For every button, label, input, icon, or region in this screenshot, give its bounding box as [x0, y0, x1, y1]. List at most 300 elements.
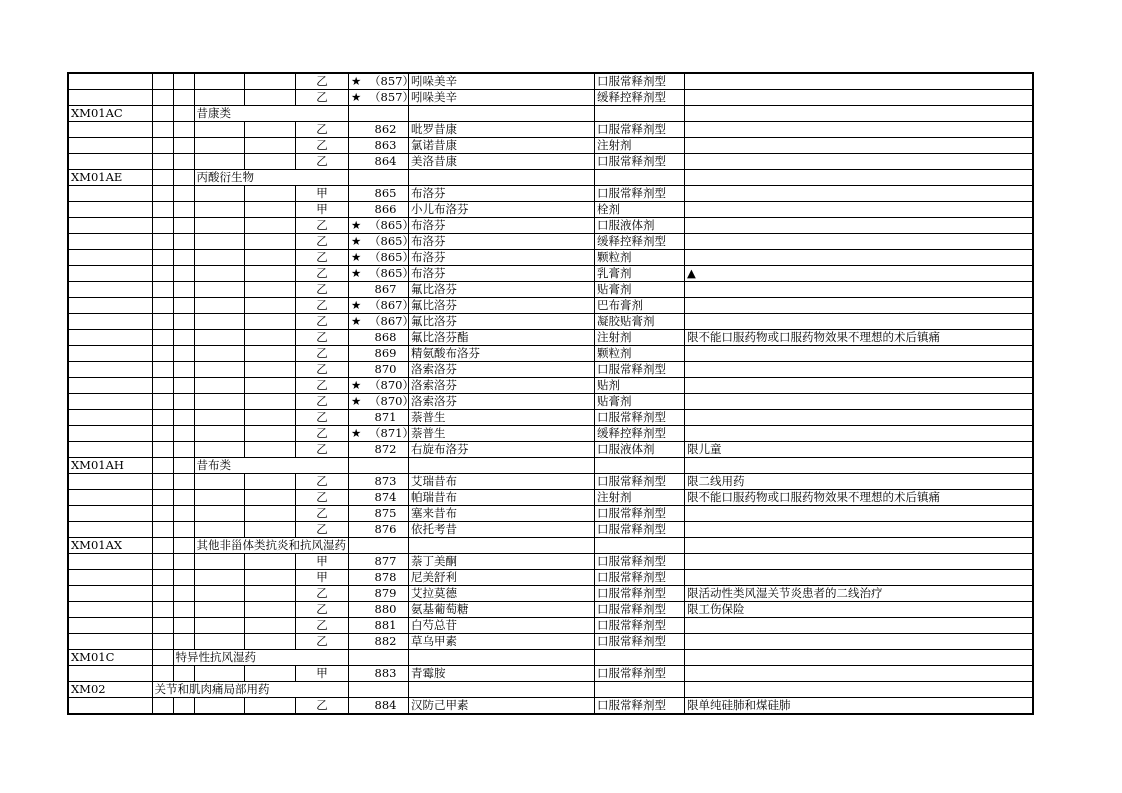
- blank-cell: [152, 474, 173, 490]
- table-row: [68, 138, 1033, 154]
- drug-name-cell: 青霉胺: [409, 666, 595, 682]
- dosage-form-cell: 口服常释剂型: [595, 554, 685, 570]
- drug-number: 867: [374, 282, 397, 296]
- blank-cell: [173, 346, 194, 362]
- blank-cell: [194, 490, 245, 506]
- blank-cell: [245, 362, 296, 378]
- blank-cell: [152, 298, 173, 314]
- blank-cell: [194, 234, 245, 250]
- table-row: [68, 73, 1033, 90]
- blank-cell: [194, 250, 245, 266]
- code-cell: [68, 346, 152, 362]
- remark-cell: 限儿童: [685, 442, 1033, 458]
- blank-cell: [173, 202, 194, 218]
- category-cell: 乙: [295, 282, 348, 298]
- dosage-form-cell: 口服常释剂型: [595, 634, 685, 650]
- drug-number: （865）: [369, 234, 414, 248]
- blank-cell: [194, 346, 245, 362]
- blank-cell: [194, 602, 245, 618]
- blank-cell: [173, 538, 194, 554]
- dosage-form-cell: 口服常释剂型: [595, 698, 685, 715]
- drug-name-cell: 布洛芬: [409, 186, 595, 202]
- table-row: [68, 202, 1033, 218]
- group-label: 关节和肌肉痛局部用药: [152, 682, 349, 698]
- dosage-form-cell: 口服常释剂型: [595, 506, 685, 522]
- blank-cell: [245, 138, 296, 154]
- category-cell: 甲: [295, 186, 348, 202]
- blank-cell: [173, 298, 194, 314]
- blank-cell: [173, 250, 194, 266]
- blank-cell: [245, 698, 296, 715]
- drug-name-cell: 洛索洛芬: [409, 378, 595, 394]
- blank-cell: [173, 570, 194, 586]
- star-icon: ★: [351, 266, 362, 280]
- blank-cell: [194, 282, 245, 298]
- table-row: [68, 122, 1033, 138]
- blank-cell: [173, 410, 194, 426]
- blank-cell: [173, 554, 194, 570]
- blank-cell: [194, 554, 245, 570]
- remark-cell: [685, 362, 1033, 378]
- category-cell: 甲: [295, 666, 348, 682]
- table-row: [68, 186, 1033, 202]
- blank-cell: [152, 442, 173, 458]
- table-row: [68, 282, 1033, 298]
- blank-cell: [173, 506, 194, 522]
- dosage-form-cell: [595, 650, 685, 666]
- dosage-form-cell: 贴膏剂: [595, 282, 685, 298]
- dosage-form-cell: [595, 170, 685, 186]
- table-row: [68, 506, 1033, 522]
- category-cell: 乙: [295, 490, 348, 506]
- table-row: [68, 250, 1033, 266]
- number-cell: [349, 634, 409, 650]
- blank-cell: [152, 346, 173, 362]
- remark-cell: 限不能口服药物或口服药物效果不理想的术后镇痛: [685, 330, 1033, 346]
- star-icon: ★: [351, 426, 362, 440]
- drug-number: （865）: [369, 250, 414, 264]
- drug-name-cell: 布洛芬: [409, 266, 595, 282]
- remark-cell: [685, 522, 1033, 538]
- category-cell: 乙: [295, 394, 348, 410]
- drug-name-cell: [409, 458, 595, 474]
- number-cell: [349, 282, 409, 298]
- category-cell: 乙: [295, 634, 348, 650]
- remark-cell: [685, 202, 1033, 218]
- blank-cell: [194, 266, 245, 282]
- dosage-form-cell: 乳膏剂: [595, 266, 685, 282]
- table-row: [68, 314, 1033, 330]
- blank-cell: [245, 506, 296, 522]
- blank-cell: [194, 314, 245, 330]
- number-cell: [349, 250, 414, 266]
- category-cell: 甲: [295, 554, 348, 570]
- drug-number: 884: [374, 698, 397, 712]
- remark-cell: [685, 394, 1033, 410]
- blank-cell: [173, 314, 194, 330]
- blank-cell: [152, 410, 173, 426]
- code-cell: [68, 186, 152, 202]
- blank-cell: [194, 426, 245, 442]
- blank-cell: [245, 634, 296, 650]
- drug-name-cell: 艾瑞昔布: [409, 474, 595, 490]
- drug-name-cell: [409, 106, 595, 122]
- dosage-form-cell: 口服常释剂型: [595, 586, 685, 602]
- table-row: [68, 234, 1033, 250]
- remark-cell: [685, 458, 1033, 474]
- remark-cell: [685, 570, 1033, 586]
- drug-name-cell: 草乌甲素: [409, 634, 595, 650]
- drug-name-cell: 布洛芬: [409, 218, 595, 234]
- number-cell: [349, 266, 414, 282]
- dosage-form-cell: 贴膏剂: [595, 394, 685, 410]
- blank-cell: [245, 298, 296, 314]
- code-cell: [68, 602, 152, 618]
- dosage-form-cell: 口服常释剂型: [595, 602, 685, 618]
- blank-cell: [152, 73, 173, 90]
- code-cell: [68, 266, 152, 282]
- drug-name-cell: 右旋布洛芬: [409, 442, 595, 458]
- blank-cell: [194, 394, 245, 410]
- drug-number: （857）: [369, 90, 414, 104]
- star-icon: ★: [351, 234, 362, 248]
- code-cell: [68, 218, 152, 234]
- number-cell: [349, 234, 414, 250]
- drug-name-cell: 氟比洛芬: [409, 282, 595, 298]
- blank-cell: [173, 458, 194, 474]
- remark-cell: [685, 90, 1033, 106]
- remark-cell: 限工伤保险: [685, 602, 1033, 618]
- code-cell: [68, 154, 152, 170]
- blank-cell: [173, 186, 194, 202]
- number-cell: [349, 474, 409, 490]
- code-cell: [68, 410, 152, 426]
- blank-cell: [194, 634, 245, 650]
- number-cell: [349, 490, 409, 506]
- code-cell: [68, 426, 152, 442]
- remark-cell: [685, 122, 1033, 138]
- category-cell: 乙: [295, 378, 348, 394]
- blank-cell: [194, 186, 245, 202]
- blank-cell: [152, 394, 173, 410]
- drug-name-cell: 氨基葡萄糖: [409, 602, 595, 618]
- code-cell: XM01AE: [68, 170, 152, 186]
- blank-cell: [245, 250, 296, 266]
- code-cell: [68, 490, 152, 506]
- star-icon: ★: [351, 298, 362, 312]
- category-cell: 乙: [295, 602, 348, 618]
- drug-name-cell: 洛索洛芬: [409, 394, 595, 410]
- drug-name-cell: 艾拉莫德: [409, 586, 595, 602]
- category-cell: 乙: [295, 298, 348, 314]
- category-cell: 乙: [295, 234, 348, 250]
- drug-number: 862: [374, 122, 397, 136]
- drug-number: 874: [374, 490, 397, 504]
- blank-cell: [245, 586, 296, 602]
- drug-name-cell: 氟比洛芬: [409, 314, 595, 330]
- code-cell: [68, 298, 152, 314]
- blank-cell: [194, 138, 245, 154]
- drug-number: 863: [374, 138, 397, 152]
- dosage-form-cell: 缓释控释剂型: [595, 234, 685, 250]
- number-cell: [349, 522, 409, 538]
- blank-cell: [152, 650, 173, 666]
- blank-cell: [173, 282, 194, 298]
- table-row: [68, 90, 1033, 106]
- blank-cell: [245, 490, 296, 506]
- drug-number: （857）: [369, 74, 414, 88]
- number-cell: [349, 73, 414, 90]
- code-cell: [68, 618, 152, 634]
- table-row: [68, 554, 1033, 570]
- number-cell: [349, 410, 409, 426]
- category-cell: 乙: [295, 138, 348, 154]
- group-label: 特异性抗风湿药: [173, 650, 349, 666]
- number-cell: [349, 202, 409, 218]
- table-row: [68, 378, 1033, 394]
- blank-cell: [245, 442, 296, 458]
- blank-cell: [194, 570, 245, 586]
- blank-cell: [194, 698, 245, 715]
- drug-name-cell: 精氨酸布洛芬: [409, 346, 595, 362]
- blank-cell: [152, 570, 173, 586]
- number-cell: [349, 106, 409, 122]
- blank-cell: [194, 506, 245, 522]
- dosage-form-cell: 口服常释剂型: [595, 154, 685, 170]
- drug-name-cell: 布洛芬: [409, 250, 595, 266]
- remark-cell: [685, 73, 1033, 90]
- blank-cell: [152, 378, 173, 394]
- code-cell: XM01AH: [68, 458, 152, 474]
- dosage-form-cell: 口服常释剂型: [595, 186, 685, 202]
- blank-cell: [152, 186, 173, 202]
- blank-cell: [152, 618, 173, 634]
- drug-name-cell: [409, 682, 595, 698]
- drug-number: （870）: [369, 394, 414, 408]
- blank-cell: [245, 570, 296, 586]
- category-cell: 乙: [295, 426, 348, 442]
- blank-cell: [245, 282, 296, 298]
- blank-cell: [173, 330, 194, 346]
- drug-number: 869: [374, 346, 397, 360]
- dosage-form-cell: 口服常释剂型: [595, 522, 685, 538]
- blank-cell: [173, 378, 194, 394]
- dosage-form-cell: 口服液体剂: [595, 442, 685, 458]
- remark-cell: 限活动性类风湿关节炎患者的二线治疗: [685, 586, 1033, 602]
- number-cell: [349, 458, 409, 474]
- blank-cell: [152, 634, 173, 650]
- dosage-form-cell: 口服常释剂型: [595, 362, 685, 378]
- dosage-form-cell: [595, 106, 685, 122]
- blank-cell: [245, 218, 296, 234]
- blank-cell: [152, 698, 173, 715]
- blank-cell: [152, 138, 173, 154]
- table-row: [68, 490, 1033, 506]
- remark-cell: [685, 186, 1033, 202]
- category-cell: 乙: [295, 73, 348, 90]
- remark-cell: [685, 298, 1033, 314]
- number-cell: [349, 698, 409, 715]
- table-row: [68, 650, 1033, 666]
- number-cell: [349, 602, 409, 618]
- category-cell: 乙: [295, 618, 348, 634]
- number-cell: [349, 154, 409, 170]
- drug-number: 873: [374, 474, 397, 488]
- blank-cell: [152, 538, 173, 554]
- drug-number: （865）: [369, 218, 414, 232]
- blank-cell: [152, 170, 173, 186]
- blank-cell: [194, 154, 245, 170]
- number-cell: [349, 218, 414, 234]
- blank-cell: [173, 266, 194, 282]
- table-row: [68, 298, 1033, 314]
- category-cell: 乙: [295, 698, 348, 715]
- drug-number: 881: [374, 618, 397, 632]
- dosage-form-cell: 口服常释剂型: [595, 474, 685, 490]
- drug-number: （867）: [369, 298, 414, 312]
- blank-cell: [245, 602, 296, 618]
- blank-cell: [194, 474, 245, 490]
- blank-cell: [173, 698, 194, 715]
- code-cell: XM01AC: [68, 106, 152, 122]
- blank-cell: [173, 218, 194, 234]
- blank-cell: [245, 394, 296, 410]
- remark-cell: [685, 666, 1033, 682]
- code-cell: [68, 474, 152, 490]
- category-cell: 乙: [295, 122, 348, 138]
- dosage-form-cell: 注射剂: [595, 490, 685, 506]
- category-cell: 乙: [295, 362, 348, 378]
- blank-cell: [152, 554, 173, 570]
- drug-name-cell: 依托考昔: [409, 522, 595, 538]
- blank-cell: [194, 378, 245, 394]
- number-cell: [349, 346, 409, 362]
- blank-cell: [194, 202, 245, 218]
- drug-number: 877: [374, 554, 397, 568]
- code-cell: [68, 378, 152, 394]
- table-row: [68, 218, 1033, 234]
- drug-number: （871）: [369, 426, 414, 440]
- table-row: [68, 538, 1033, 554]
- number-cell: [349, 682, 409, 698]
- number-cell: [349, 442, 409, 458]
- drug-name-cell: 美洛昔康: [409, 154, 595, 170]
- category-cell: 乙: [295, 154, 348, 170]
- table-row: [68, 346, 1033, 362]
- code-cell: [68, 138, 152, 154]
- table-body: [68, 73, 1033, 714]
- drug-name-cell: [409, 650, 595, 666]
- blank-cell: [245, 554, 296, 570]
- drug-number: 875: [374, 506, 397, 520]
- code-cell: [68, 698, 152, 715]
- blank-cell: [173, 474, 194, 490]
- drug-number: 868: [374, 330, 397, 344]
- blank-cell: [194, 90, 245, 106]
- star-icon: ★: [351, 74, 362, 88]
- dosage-form-cell: 贴剂: [595, 378, 685, 394]
- drug-number: 866: [374, 202, 397, 216]
- number-cell: [349, 138, 409, 154]
- table-row: [68, 634, 1033, 650]
- table-row: [68, 682, 1033, 698]
- table-row: [68, 522, 1033, 538]
- blank-cell: [152, 314, 173, 330]
- number-cell: [349, 90, 414, 106]
- blank-cell: [173, 586, 194, 602]
- drug-number: （870）: [369, 378, 414, 392]
- category-cell: 乙: [295, 250, 348, 266]
- blank-cell: [173, 362, 194, 378]
- table-row: [68, 106, 1033, 122]
- number-cell: [349, 538, 409, 554]
- group-label: 昔布类: [194, 458, 349, 474]
- blank-cell: [245, 202, 296, 218]
- blank-cell: [173, 234, 194, 250]
- number-cell: [349, 618, 409, 634]
- table-row: [68, 618, 1033, 634]
- code-cell: [68, 330, 152, 346]
- blank-cell: [173, 442, 194, 458]
- category-cell: 乙: [295, 474, 348, 490]
- table-row: [68, 330, 1033, 346]
- blank-cell: [173, 122, 194, 138]
- blank-cell: [194, 666, 245, 682]
- table-row: [68, 170, 1033, 186]
- blank-cell: [152, 522, 173, 538]
- table-row: [68, 154, 1033, 170]
- dosage-form-cell: 口服常释剂型: [595, 73, 685, 90]
- drug-number: 879: [374, 586, 397, 600]
- table-row: [68, 474, 1033, 490]
- blank-cell: [152, 506, 173, 522]
- blank-cell: [194, 410, 245, 426]
- remark-cell: [685, 554, 1033, 570]
- drug-number: 872: [374, 442, 397, 456]
- drug-name-cell: 萘丁美酮: [409, 554, 595, 570]
- number-cell: [349, 506, 409, 522]
- blank-cell: [152, 122, 173, 138]
- number-cell: [349, 586, 409, 602]
- blank-cell: [173, 666, 194, 682]
- category-cell: 乙: [295, 218, 348, 234]
- category-cell: 乙: [295, 346, 348, 362]
- blank-cell: [245, 426, 296, 442]
- blank-cell: [245, 266, 296, 282]
- drug-name-cell: 汉防己甲素: [409, 698, 595, 715]
- blank-cell: [173, 602, 194, 618]
- table-row: [68, 458, 1033, 474]
- drug-number: 871: [374, 410, 397, 424]
- category-cell: 甲: [295, 202, 348, 218]
- code-cell: [68, 522, 152, 538]
- category-cell: 乙: [295, 442, 348, 458]
- number-cell: [349, 298, 414, 314]
- blank-cell: [194, 618, 245, 634]
- star-icon: ★: [351, 250, 362, 264]
- remark-cell: [685, 106, 1033, 122]
- remark-cell: [685, 250, 1033, 266]
- code-cell: [68, 586, 152, 602]
- table-row: [68, 698, 1033, 715]
- blank-cell: [152, 202, 173, 218]
- drug-name-cell: 吲哚美辛: [409, 90, 595, 106]
- number-cell: [349, 426, 414, 442]
- blank-cell: [173, 170, 194, 186]
- blank-cell: [173, 73, 194, 90]
- remark-cell: [685, 538, 1033, 554]
- remark-cell: [685, 410, 1033, 426]
